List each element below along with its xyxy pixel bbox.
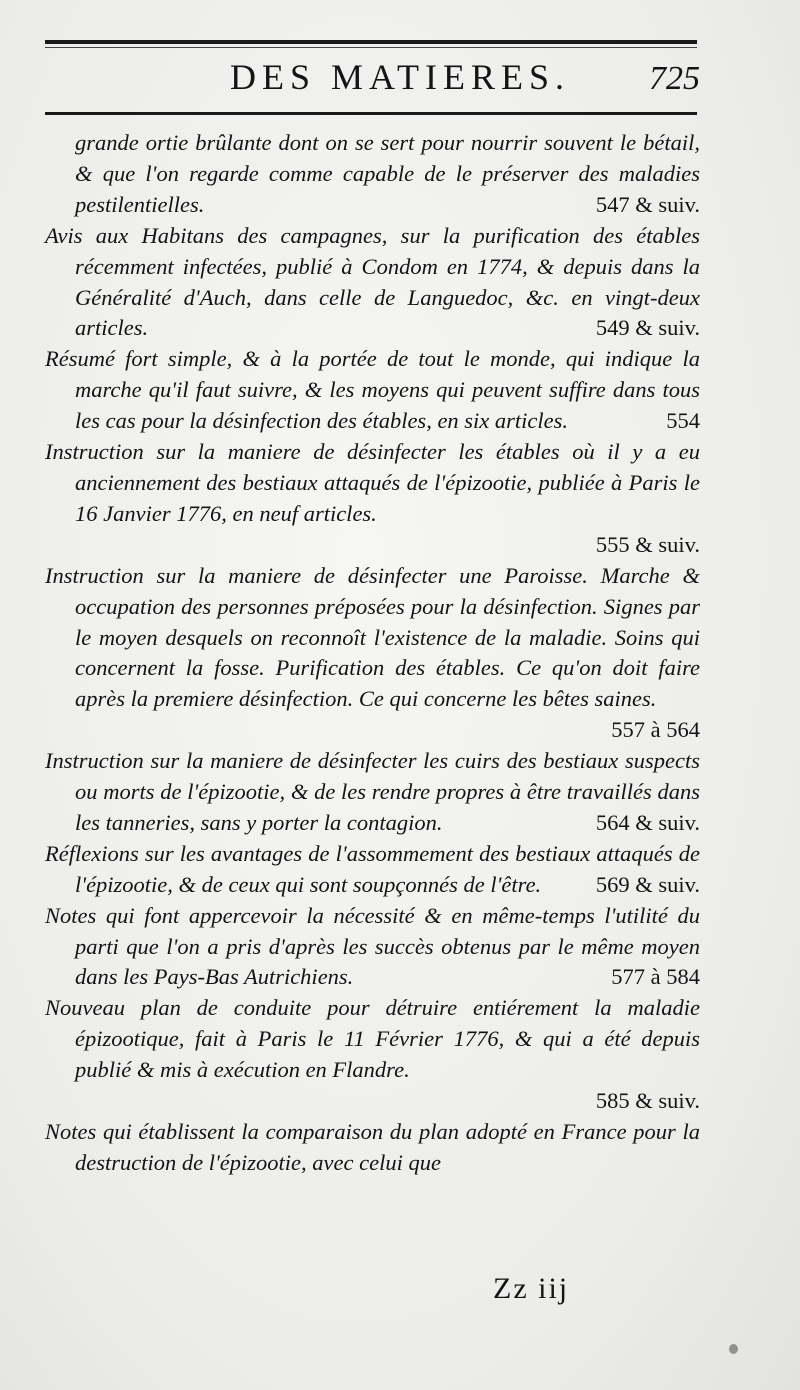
entry-text: Instruction sur la maniere de désinfecter une Paroisse. Marche & occupation des personnes préposées pour la désinfection. Signes par le moyen desquels on reconnoît l'existence de la maladie. Soins qui concernent la fosse. Purification des étables. Ce qu'on doit faire après la premiere désinfection. Ce qui concerne les bêtes saines. xyxy=(45,562,700,712)
entry-text: Réflexions sur les avantages de l'assommement des bestiaux attaqués de l'épizootie, & de ceux qui sont soupçonnés de l'être. xyxy=(45,840,700,897)
entry-text: Instruction sur la maniere de désinfecter les étables où il y a eu anciennement des bestiaux attaqués de l'épizootie, publiée à Paris le 16 Janvier 1776, en neuf articles. xyxy=(45,439,700,526)
entry-page-ref: 577 à 584 xyxy=(611,964,700,990)
index-entry xyxy=(45,344,700,437)
index-entry xyxy=(45,993,700,1117)
signature-mark: Zz iij xyxy=(493,1272,570,1305)
entry-text: Notes qui établissent la comparaison du plan adopté en France pour la destruction de l'épizootie, avec celui que xyxy=(45,1119,700,1175)
entry-page-ref: 554 xyxy=(666,408,700,434)
entry-text: Nouveau plan de conduite pour détruire entiérement la maladie épizootique, fait à Paris le 11 Février 1776, & qui a été depuis publié & mis à exécution en Flandre. xyxy=(45,995,700,1083)
index-entry xyxy=(45,561,700,746)
header-rule-thick xyxy=(45,40,697,44)
entry-text: Instruction sur la maniere de désinfecter les cuirs des bestiaux suspects ou morts de l'épizootie, & de les rendre propres à être travaillés dans les tanneries, sans y porter la contagion. xyxy=(45,748,700,835)
entry-text: grande ortie brûlante dont on se sert pour nourrir souvent le bétail, & que l'on regarde comme capable de le préserver des maladies pestilentielles. xyxy=(75,130,700,217)
index-entry xyxy=(45,839,700,901)
entry-page-ref: 557 à 564 xyxy=(611,717,700,743)
entry-text: Notes qui font appercevoir la nécessité & en même-temps l'utilité du parti que l'on a pris d'après les succès obtenus par le même moyen dans les Pays-Bas Autrichiens. xyxy=(45,902,700,990)
index-entry xyxy=(45,746,700,839)
entry-text: Avis aux Habitans des campagnes, sur la purification des étables récemment infectées, publié à Condom en 1774, & depuis dans la Généralité d'Auch, dans celle de Languedoc, &c. en vingt-deux articles. xyxy=(45,222,700,341)
entry-page-ref: 564 & suiv. xyxy=(595,809,700,835)
entry-page-ref: 585 & suiv. xyxy=(595,1088,700,1114)
header-rule-bottom xyxy=(45,112,697,115)
entry-page-ref: 569 & suiv. xyxy=(595,871,700,897)
header-rule-thin xyxy=(45,47,697,48)
entry-page-ref: 547 & suiv. xyxy=(595,191,700,217)
index-entry xyxy=(45,1117,700,1179)
ink-spot xyxy=(729,1344,738,1354)
entry-page-ref: 549 & suiv. xyxy=(595,315,700,341)
entry-text: Résumé fort simple, & à la portée de tout le monde, qui indique la marche qu'il faut suivre, & les moyens qui peuvent suffire dans tous les cas pour la désinfection des étables, en six articles. xyxy=(45,346,700,434)
index-entry xyxy=(45,901,700,994)
running-head: DES MATIERES. xyxy=(229,57,571,97)
page-number: 725 xyxy=(649,60,700,97)
entry-page-ref: 555 & suiv. xyxy=(595,531,700,557)
index-entry xyxy=(45,437,700,561)
index-entries xyxy=(45,128,700,1179)
index-entry xyxy=(45,128,700,221)
index-entry xyxy=(45,221,700,345)
